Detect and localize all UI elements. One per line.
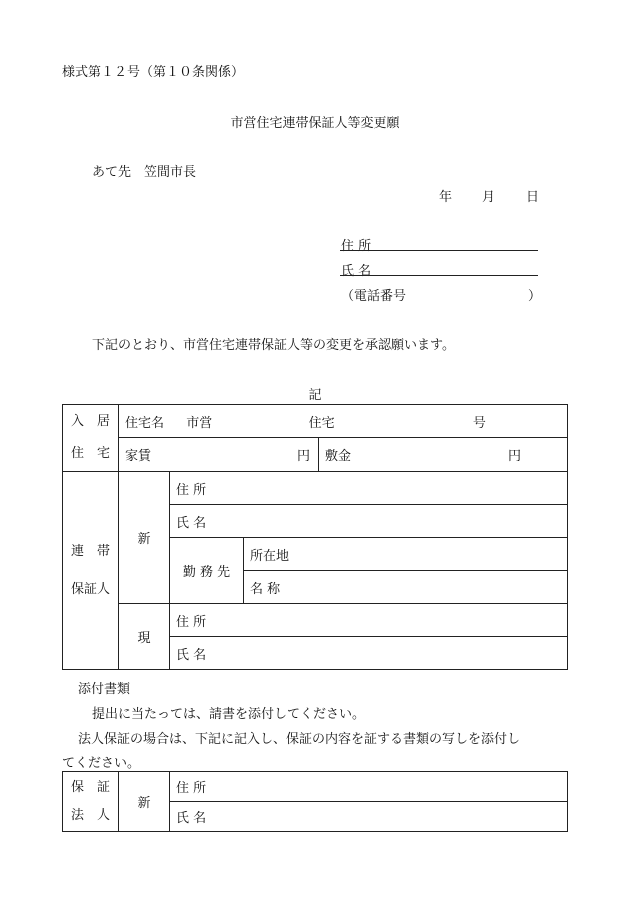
applicant-address-field[interactable] [340,250,538,251]
current-address-field[interactable] [170,604,568,637]
ki-mark: 記 [308,388,322,403]
housing-name-label: 住宅名 [125,415,165,431]
corporate-address-label: 住 所 [176,781,207,796]
addressee: あて先 笠間市長 [92,165,197,180]
date-month-label: 月 [482,190,496,205]
rent-deposit-row [119,438,568,472]
workplace-location-field[interactable] [244,538,568,571]
current-guarantor-label: 現 [119,604,170,670]
rent-unit: 円 [296,449,310,464]
applicant-phone-label: （電話番号 [341,289,407,304]
date-day-label: 日 [526,190,540,205]
corporate-name-field[interactable] [170,802,568,832]
new-name-label: 氏 名 [176,515,207,531]
deposit-unit: 円 [508,449,522,464]
deposit-label: 敷金 [325,449,352,464]
form-number: 様式第１２号（第１０条関係） [62,65,245,80]
corporate-guarantor-label: 保 証 法 人 [63,772,119,832]
attachments-line-2: 法人保証の場合は、下記に記入し、保証の内容を証する書類の写しを添付し [78,732,521,747]
corporate-guarantor-table [62,771,568,832]
deposit-field[interactable] [319,445,567,464]
housing-city-label: 市営 [186,415,213,431]
main-table [62,404,568,670]
applicant-name-field[interactable] [340,275,538,276]
current-address-label: 住 所 [176,614,207,630]
new-guarantor-label: 新 [119,472,170,604]
workplace-label: 勤 務 先 [170,538,244,604]
rent-label: 家賃 [125,449,152,464]
workplace-location-label: 所在地 [250,548,290,564]
workplace-company-field[interactable] [244,571,568,604]
new-name-field[interactable] [170,505,568,538]
workplace-company-label: 名 称 [250,581,281,597]
corporate-name-label: 氏 名 [176,811,207,826]
corporate-address-field[interactable] [170,772,568,802]
attachments-heading: 添付書類 [78,682,131,697]
applicant-phone-close: ） [528,289,542,304]
current-name-label: 氏 名 [176,647,207,663]
housing-number-label: 号 [472,415,486,431]
corporate-new-label: 新 [119,772,170,832]
date-year-label: 年 [439,190,453,205]
attachments-line-1: 提出に当たっては、請書を添付してください。 [92,707,366,722]
joint-guarantor-label: 連 帯 保証人 [63,472,119,670]
housing-name-field[interactable] [119,405,568,438]
current-name-field[interactable] [170,637,568,670]
new-address-label: 住 所 [176,482,207,498]
form-title: 市営住宅連帯保証人等変更願 [230,116,400,131]
new-address-field[interactable] [170,472,568,505]
attachments-line-3: てください。 [62,756,141,771]
resident-housing-label: 入 居 住 宅 [63,405,119,472]
applicant-address-label: 住 所 [341,239,372,254]
request-text: 下記のとおり、市営住宅連帯保証人等の変更を承認願います。 [92,338,455,353]
housing-suffix-label: 住宅 [308,415,335,431]
rent-field[interactable] [119,438,319,471]
applicant-name-label: 氏 名 [341,264,372,279]
